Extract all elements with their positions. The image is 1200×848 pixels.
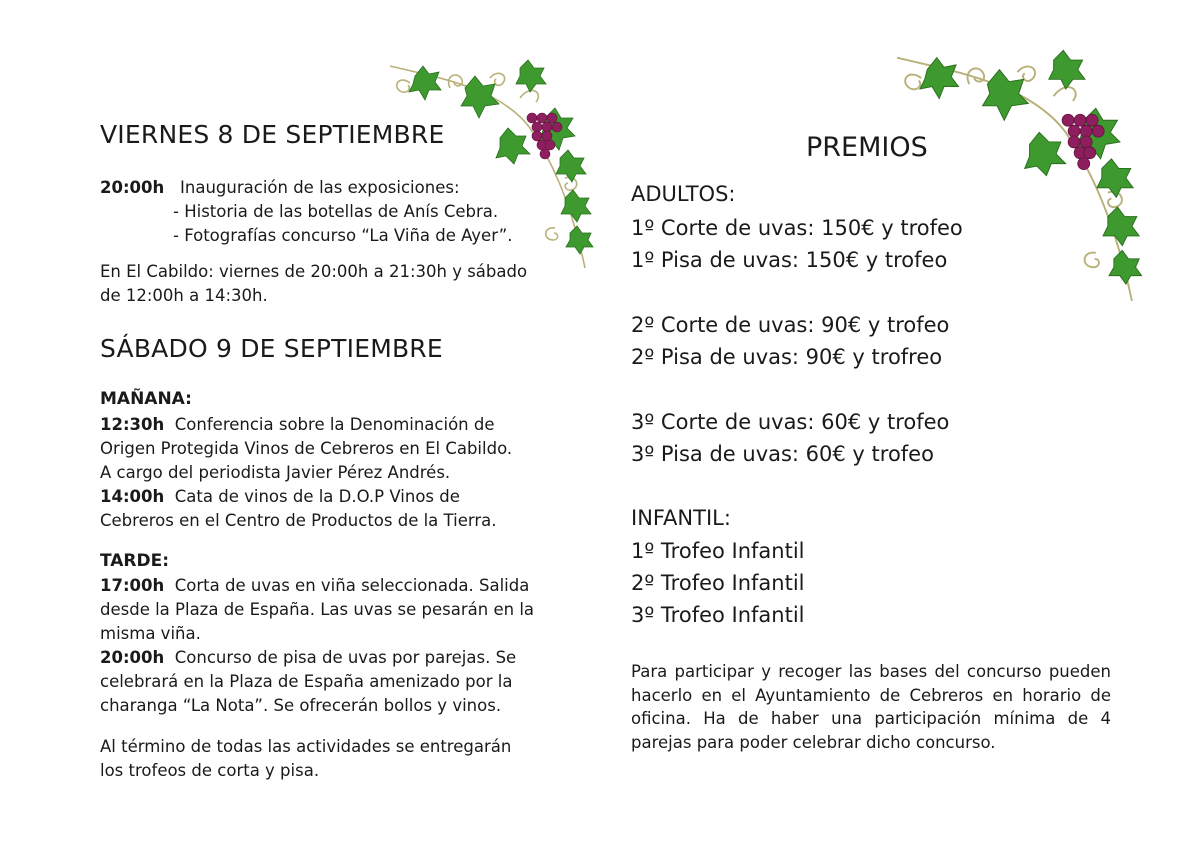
afternoon-label: TARDE: <box>100 551 170 571</box>
event-time: 17:00h <box>100 576 165 595</box>
event-text: Cata de vinos de la D.O.P Vinos de <box>174 487 460 506</box>
prize-item: 3º Corte de uvas: 60€ y trofeo <box>631 410 950 434</box>
morning-event-line <box>100 485 460 509</box>
friday-title: VIERNES 8 DE SEPTIEMBRE <box>100 120 445 149</box>
saturday-title: SÁBADO 9 DE SEPTIEMBRE <box>100 334 443 363</box>
prize-item: 1º Pisa de uvas: 150€ y trofeo <box>631 248 948 272</box>
prize-item: 2º Pisa de uvas: 90€ y trofreo <box>631 345 943 369</box>
event-time: 12:30h <box>100 415 165 434</box>
afternoon-event-line <box>100 574 529 598</box>
event-time: 20:00h <box>100 648 165 667</box>
prizes-title: PREMIOS <box>806 132 928 163</box>
event-text: Conferencia sobre la Denominación de <box>174 415 495 434</box>
friday-time: 20:00h <box>100 178 165 197</box>
participation-info: Para participar y recoger las bases del concurso pueden hacerlo en el Ayuntamiento de Cebreros en horario de oficina. Ha de haber una participación mínima de 4 parejas para poder celebrar dicho concurso. <box>631 662 1111 752</box>
afternoon-event-line: charanga “La Nota”. Se ofrecerán bollos y vinos. <box>100 696 502 715</box>
friday-event-line <box>100 176 460 200</box>
friday-item: - Fotografías concurso “La Viña de Ayer”. <box>173 226 513 245</box>
morning-label: MAÑANA: <box>100 389 192 409</box>
friday-event: Inauguración de las exposiciones: <box>180 178 460 197</box>
afternoon-event-line: misma viña. <box>100 624 201 643</box>
prize-item: 3º Pisa de uvas: 60€ y trofeo <box>631 442 934 466</box>
event-text: Concurso de pisa de uvas por parejas. Se <box>174 648 517 667</box>
closing-line: Al término de todas las actividades se entregarán <box>100 737 512 756</box>
event-text: Corta de uvas en viña seleccionada. Salida <box>174 576 530 595</box>
morning-event-line: Origen Protegida Vinos de Cebreros en El Cabildo. <box>100 439 513 458</box>
adults-label: ADULTOS: <box>631 182 736 206</box>
friday-note-line: de 12:00h a 14:30h. <box>100 286 268 305</box>
morning-event-line <box>100 413 495 437</box>
morning-event-line: A cargo del periodista Javier Pérez Andrés. <box>100 463 451 482</box>
friday-note-line: En El Cabildo: viernes de 20:00h a 21:30h y sábado <box>100 262 528 281</box>
closing-line: los trofeos de corta y pisa. <box>100 761 320 780</box>
afternoon-event-line: celebrará en la Plaza de España amenizado por la <box>100 672 513 691</box>
children-label: INFANTIL: <box>631 506 731 530</box>
prize-item: 1º Trofeo Infantil <box>631 539 805 563</box>
afternoon-event-line: desde la Plaza de España. Las uvas se pesarán en la <box>100 600 535 619</box>
prize-item: 2º Trofeo Infantil <box>631 571 805 595</box>
event-time: 14:00h <box>100 487 165 506</box>
prize-item: 2º Corte de uvas: 90€ y trofeo <box>631 313 950 337</box>
morning-event-line: Cebreros en el Centro de Productos de la Tierra. <box>100 511 497 530</box>
afternoon-event-line <box>100 646 516 670</box>
prize-item: 1º Corte de uvas: 150€ y trofeo <box>631 216 963 240</box>
prize-item: 3º Trofeo Infantil <box>631 603 805 627</box>
friday-item: - Historia de las botellas de Anís Cebra. <box>173 202 499 221</box>
